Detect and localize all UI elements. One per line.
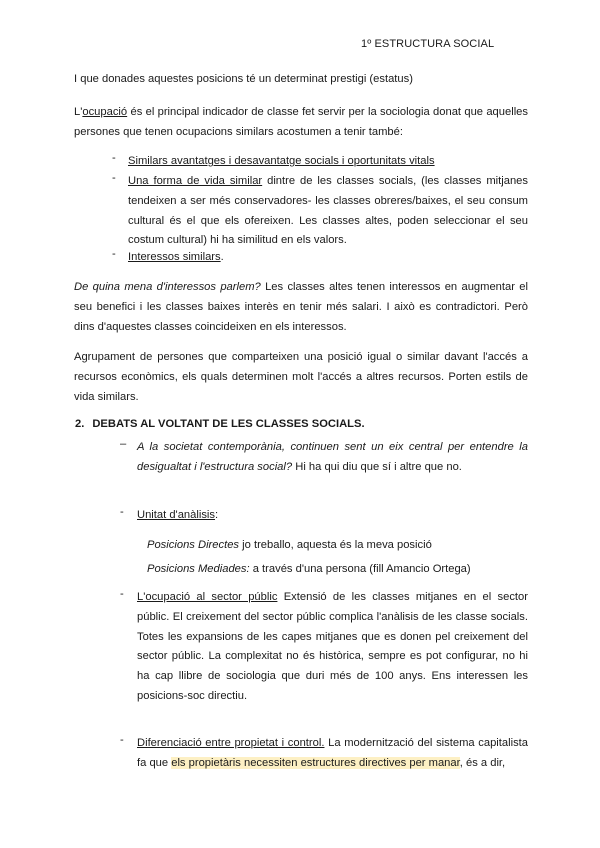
list-item-question [137,438,528,478]
bullet-dash: - [120,734,124,746]
paragraph-interessos [74,278,528,337]
question-text: De quina mena d'interessos parlem? [74,281,261,293]
list-item-text: Extensió de les classes mitjanes en el sector públic. El creixement del sector públic complica l'anàlisis de les classe socials. Totes les expansions de les capes mitjanes que es donen pel creixement del sector públic. La complexitat no és històrica, sempre es pot configurar, no hi ha cap llibre de sociologia que duri més de 100 anys. Ens interessen les posicions-soc directiu. [137,591,528,702]
text: Les classes altes tenen interessos en augmentar el seu benefici i les classes baixes interès en tenir més salari. I això es contradictori. Però dins d'aquestes classes coincideixen en els interessos. [74,281,528,333]
list-item-text: dintre de les classes socials, (les classes mitjanes tendeixen a ser més conservadores- les classes obreres/baixes, el seu consum cultural és el que els ofereixen. Les classes altes, poden seleccionar el seu costum cultural) hi ha similitud en els valors. [128,175,528,247]
list-item-term: Diferenciació entre propietat i control. [137,737,325,749]
bullet-dash: - [120,506,124,518]
term: Posicions Directes [147,539,240,551]
term-ocupacio: ocupació [82,106,128,118]
paragraph-estatus: I que donades aquestes posicions té un determinat prestigi (estatus) [74,73,413,85]
section-number: 2. [75,418,85,430]
text: jo treballo, aquesta és la meva posició [239,539,432,551]
text: : [215,509,219,521]
text: , és a dir, [459,756,506,769]
bullet-dash: - [112,172,116,184]
text: és el principal indicador de classe fet servir per la sociologia donat que aquelles persones que tenen ocupacions similars acostumen a tenir també: [74,106,528,138]
bullet-dash: – [120,438,127,450]
paragraph-agrupament: Agrupament de persones que comparteixen una posició igual o similar davant l'accés a recursos econòmics, els quals determinen molt l'accés a altres recursos. Porten estils de vida similars. [74,351,528,403]
bullet-dash: - [112,152,116,164]
term: Posicions Mediades: [147,563,250,575]
list-item-unitat [137,506,218,526]
list-item-term: Unitat d'anàlisis [137,509,216,521]
posicions-mediades [147,560,471,580]
page-header: 1º ESTRUCTURA SOCIAL [361,38,495,50]
list-item-term: L'ocupació al sector públic [137,591,278,603]
highlighted-text: els propietàris necessiten estructures directives per manar [171,756,460,769]
list-item-term: Similars avantatges i desavantatge socials i oportunitats vitals [128,155,435,167]
list-item-sector-public [137,588,528,707]
section-title: DEBATS AL VOLTANT DE LES CLASSES SOCIALS. [92,418,365,430]
list-item-term: Interessos similars [128,251,221,263]
text: a través d'una persona (fill Amancio Ortega) [249,563,471,575]
bullet-dash: - [112,248,116,260]
text: La modernització del sistema capitalista fa que [137,737,529,769]
paragraph-ocupacio [74,103,528,143]
list-item-term: Una forma de vida similar [128,175,263,187]
text: Hi ha qui diu que sí i altre que no. [292,460,462,473]
question-text: A la societat contemporània, continuen sent un eix central per entendre la desigualtat i l'estructura social? [137,441,528,473]
list-item [128,152,528,172]
list-item-text: . [220,251,224,263]
text: L' [74,106,83,118]
section-heading [75,418,365,430]
list-item [128,172,528,251]
list-item [128,248,528,268]
list-item-diferenciacio [137,734,528,774]
bullet-dash: - [120,588,124,600]
posicions-directes [147,536,432,556]
